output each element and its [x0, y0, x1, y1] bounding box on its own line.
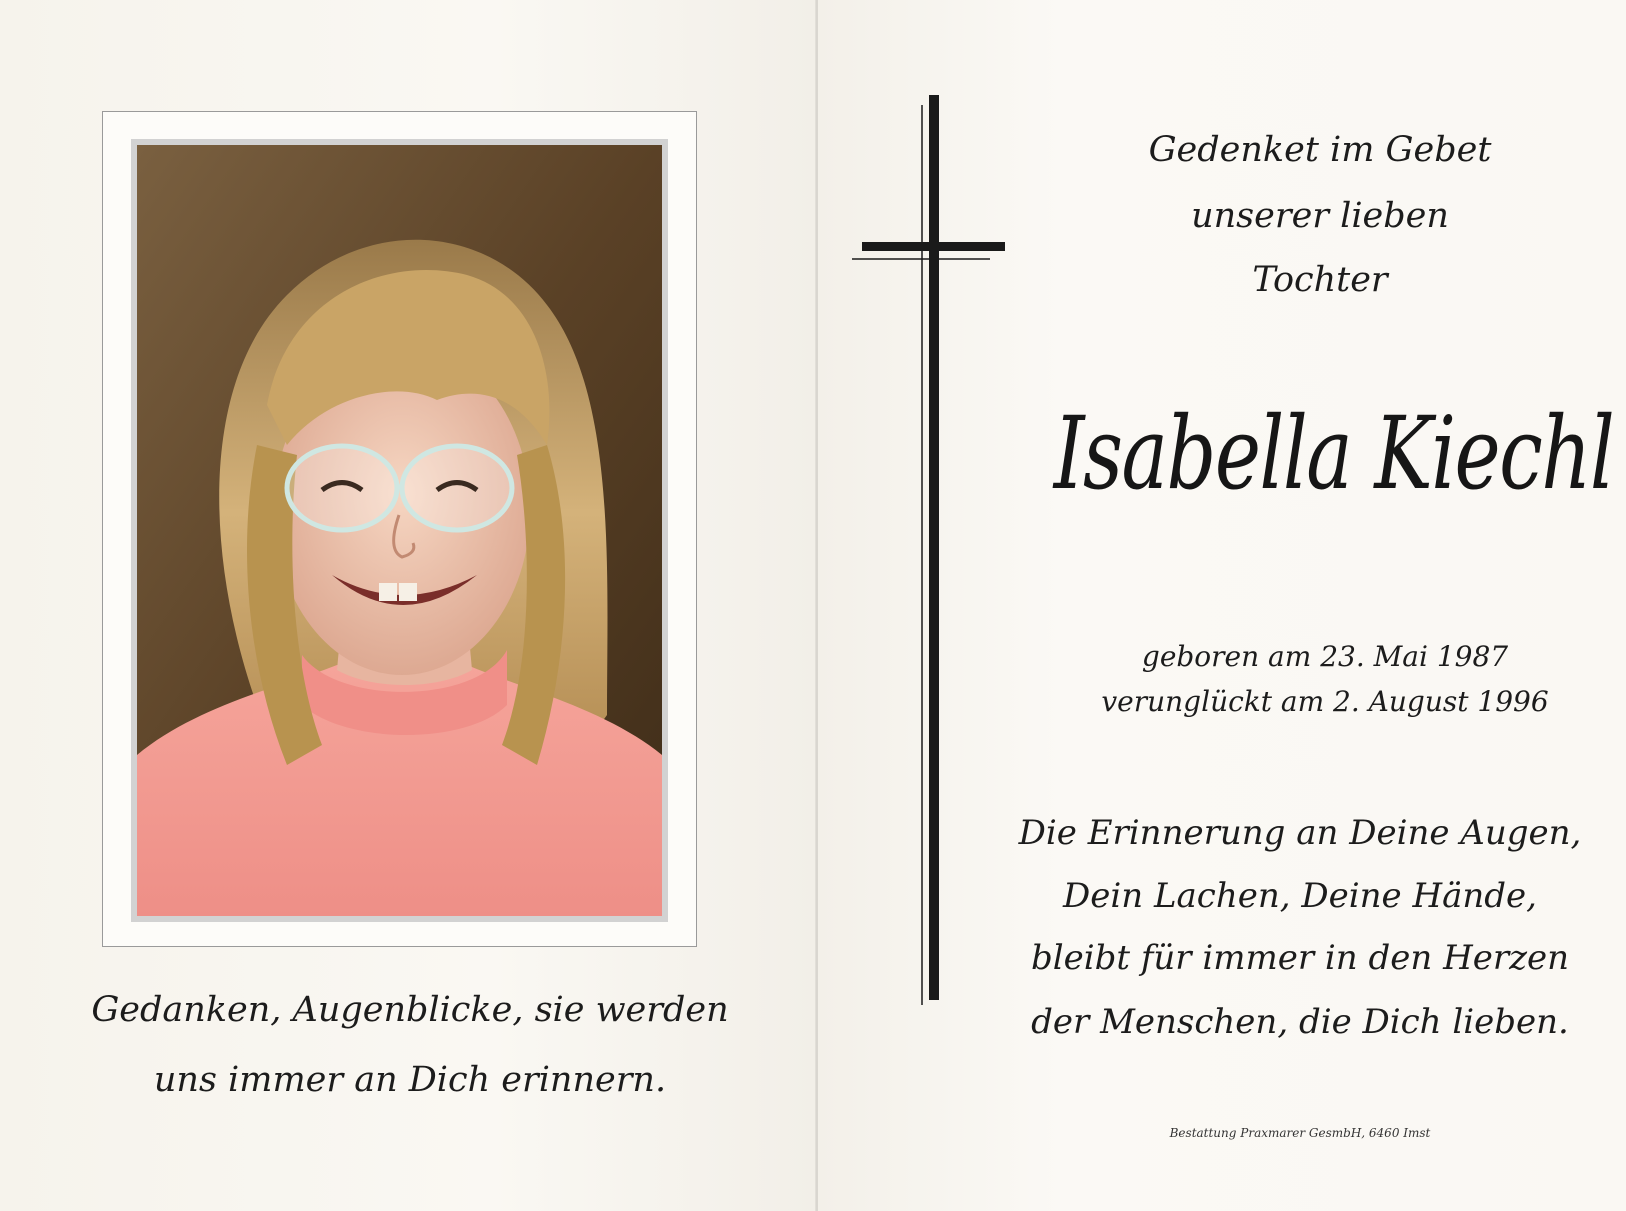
left-verse-line: uns immer an Dich erinnern. — [153, 1060, 667, 1100]
photo-mat — [131, 139, 668, 922]
deceased-name: Isabella Kiechl — [1053, 395, 1614, 512]
verse-line: der Menschen, die Dich lieben. — [1031, 1002, 1569, 1042]
cross-icon — [850, 95, 1005, 1015]
funeral-home-imprint: Bestattung Praxmarer GesmbH, 6460 Imst — [1169, 1126, 1431, 1140]
death-date: verunglückt am 2. August 1996 — [1101, 685, 1549, 718]
intro-line: Tochter — [1252, 260, 1388, 300]
left-verse-line: Gedanken, Augenblicke, sie werden — [91, 990, 729, 1030]
verse-line: Die Erinnerung an Deine Augen, — [1018, 813, 1582, 853]
verse-line: bleibt für immer in den Herzen — [1030, 938, 1570, 978]
portrait-photo — [137, 145, 662, 916]
verse-line: Dein Lachen, Deine Hände, — [1063, 876, 1537, 916]
birth-date: geboren am 23. Mai 1987 — [1141, 640, 1509, 673]
intro-line: unserer lieben — [1191, 196, 1449, 236]
photo-frame — [102, 111, 697, 947]
intro-line: Gedenket im Gebet — [1148, 130, 1492, 170]
